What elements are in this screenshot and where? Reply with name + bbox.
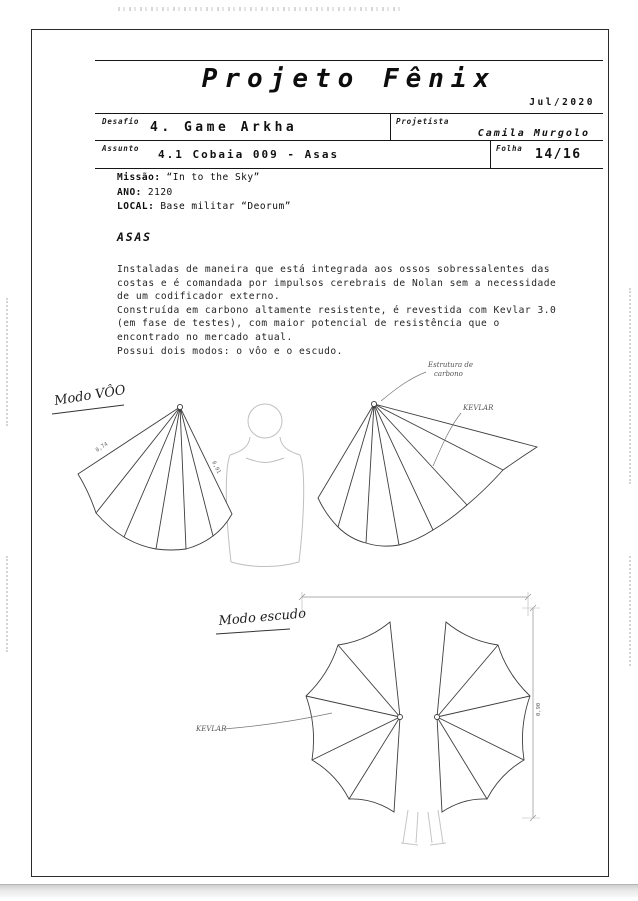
- section-heading-asas: ASAS: [117, 230, 152, 244]
- left-fan-pivot: [177, 404, 182, 409]
- ano-label: ANO:: [117, 186, 142, 198]
- field-label-folha: Folha: [496, 144, 523, 153]
- label-modo-escudo-underline: [216, 629, 290, 634]
- dimension-line-width: [299, 592, 531, 616]
- dimension-label-height: 0,90: [536, 702, 542, 716]
- figure-sketch-voo: [226, 404, 303, 567]
- right-wing-fan: [318, 401, 537, 546]
- label-modo-escudo: Modo escudo: [218, 606, 307, 629]
- paragraph-line: Instaladas de maneira que está integrada aos ossos sobressalentes das: [117, 264, 551, 275]
- right-shield-hub: [435, 715, 440, 720]
- right-fan-pivot: [371, 401, 376, 406]
- local-value: Base militar “Deorum”: [160, 201, 291, 212]
- paragraph-line: Construída em carbono altamente resistente, é revestida com Kevlar 3.0: [117, 304, 557, 316]
- missao-label: Missão:: [117, 172, 161, 183]
- drawing-voo-mode: [52, 361, 537, 567]
- annotation-kevlar-escudo: KEVLAR: [196, 725, 227, 733]
- paragraph-line: Possui dois modos: o vôo e o escudo.: [117, 345, 343, 357]
- paragraph-line: encontrado no mercado atual.: [117, 331, 293, 343]
- field-value-folha: 14/16: [535, 147, 582, 162]
- field-value-projetista: Camila Murgolo: [477, 128, 590, 139]
- left-shield-hub: [398, 715, 403, 720]
- field-label-assunto: Assunto: [102, 144, 140, 153]
- missao-value: “In to the Sky”: [166, 172, 260, 183]
- dimension-label-right-edge: 0,91: [210, 460, 222, 475]
- page-title: Projeto Fênix: [201, 64, 497, 94]
- dimension-label-left-edge: 0,74: [94, 441, 110, 454]
- document-date: Jul/2020: [529, 97, 595, 108]
- left-wing-fan: [78, 404, 232, 550]
- local-label: LOCAL:: [117, 201, 155, 212]
- annotation-carbon-structure-line2: carbono: [434, 370, 463, 378]
- annotation-carbon-structure-line1: Estrutura de: [428, 361, 474, 369]
- field-label-projetista: Projetista: [396, 117, 450, 126]
- paragraph-line: de um codificador externo.: [117, 291, 281, 303]
- drawing-escudo-mode: [195, 592, 542, 845]
- left-shield-panel: [306, 622, 403, 812]
- paragraph-line: (em fase de testes), com maior potencial de resistência que o: [117, 318, 500, 330]
- annotation-kevlar-voo: KEVLAR: [463, 404, 494, 412]
- field-value-desafio: 4. Game Arkha: [150, 120, 298, 135]
- field-value-assunto: 4.1 Cobaia 009 - Asas: [158, 148, 340, 161]
- figure-sketch-escudo: [401, 810, 446, 845]
- ano-value: 2120: [147, 186, 173, 198]
- paragraph-line: costas e é comandada por impulsos cerebrais de Nolan sem a necessidade: [117, 277, 557, 289]
- leader-line-carbon: [381, 372, 426, 401]
- field-label-desafio: Desafio: [102, 117, 140, 126]
- label-modo-voo: Modo VÔO: [53, 382, 127, 409]
- right-shield-panel: [435, 622, 531, 812]
